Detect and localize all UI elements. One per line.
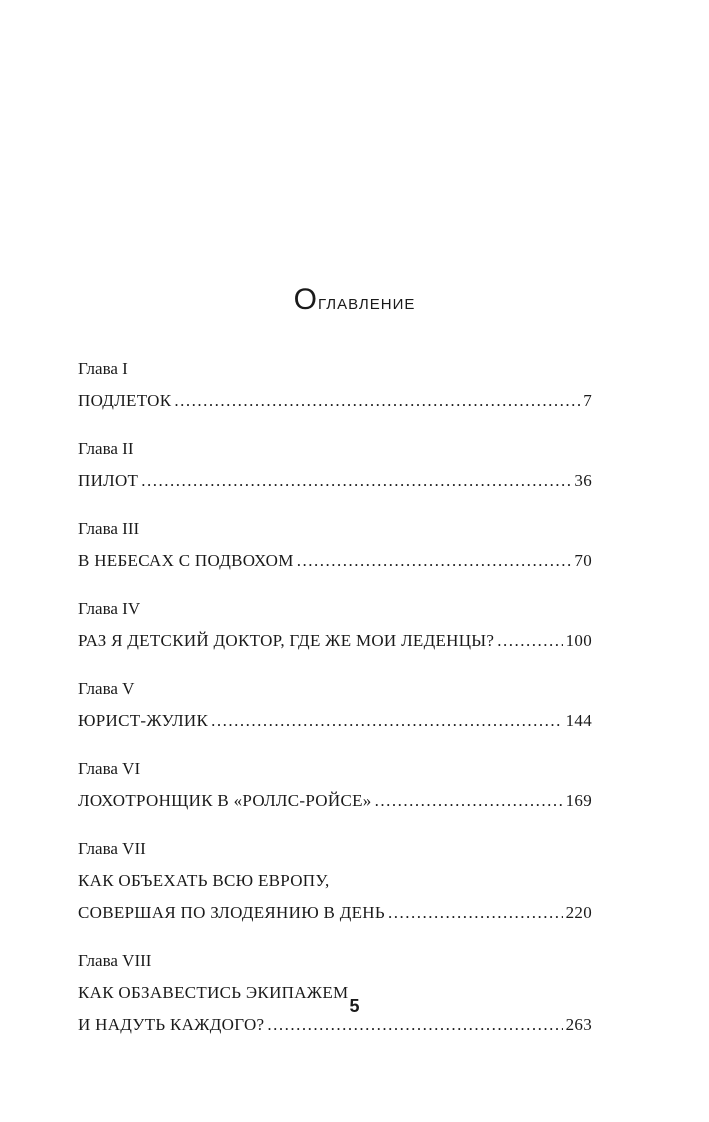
chapter-page: 169 (565, 791, 592, 810)
chapter-title: ЛОХОТРОНЩИК В «РОЛЛС-РОЙСЕ» (78, 791, 372, 810)
page-title-rest: главление (317, 289, 416, 314)
chapter-page: 263 (565, 1015, 592, 1034)
page-title-initial: О (293, 283, 318, 316)
chapter-page: 36 (574, 471, 592, 490)
chapter-title: РАЗ Я ДЕТСКИЙ ДОКТОР, ГДЕ ЖЕ МОИ ЛЕДЕНЦЫ? (78, 631, 495, 650)
dot-leader (388, 900, 563, 926)
chapter-title-line[interactable] (78, 388, 592, 414)
page-title (0, 283, 709, 317)
chapter-label: Глава I (78, 359, 128, 378)
dot-leader (297, 548, 572, 574)
chapter-title: И НАДУТЬ КАЖДОГО? (78, 1015, 265, 1034)
chapter-page: 70 (574, 551, 592, 570)
table-of-contents (78, 356, 592, 1060)
chapter-label: Глава VII (78, 839, 146, 858)
chapter-page: 7 (583, 391, 592, 410)
chapter-page: 220 (565, 903, 592, 922)
chapter-label: Глава II (78, 439, 134, 458)
chapter-title-line[interactable] (78, 548, 592, 574)
chapter-title: ЮРИСТ-ЖУЛИК (78, 711, 209, 730)
chapter-title-line[interactable] (78, 788, 592, 814)
chapter-label: Глава VI (78, 759, 141, 778)
toc-entry (78, 756, 592, 814)
dot-leader (174, 388, 580, 414)
chapter-label: Глава VIII (78, 951, 152, 970)
chapter-title-line[interactable] (78, 468, 592, 494)
toc-entry (78, 596, 592, 654)
page-number: 5 (349, 996, 360, 1016)
chapter-page: 144 (565, 711, 592, 730)
chapter-label: Глава III (78, 519, 140, 538)
toc-entry (78, 436, 592, 494)
chapter-title-line[interactable] (78, 868, 592, 894)
chapter-title: КАК ОБЗАВЕСТИСЬ ЭКИПАЖЕМ (78, 983, 349, 1002)
chapter-label: Глава V (78, 679, 135, 698)
chapter-title: ПИЛОТ (78, 471, 139, 490)
dot-leader (141, 468, 571, 494)
dot-leader (375, 788, 563, 814)
chapter-title-line[interactable] (78, 708, 592, 734)
toc-entry (78, 356, 592, 414)
toc-entry (78, 676, 592, 734)
chapter-page: 100 (565, 631, 592, 650)
toc-entry (78, 948, 592, 1038)
chapter-title-line[interactable] (78, 900, 592, 926)
dot-leader (211, 708, 562, 734)
dot-leader (497, 628, 562, 654)
chapter-label: Глава IV (78, 599, 141, 618)
chapter-title: ПОДЛЕТОК (78, 391, 172, 410)
chapter-title: СОВЕРШАЯ ПО ЗЛОДЕЯНИЮ В ДЕНЬ (78, 903, 385, 922)
toc-entry (78, 836, 592, 926)
chapter-title: В НЕБЕСАХ С ПОДВОХОМ (78, 551, 294, 570)
toc-entry (78, 516, 592, 574)
chapter-title: КАК ОБЪЕХАТЬ ВСЮ ЕВРОПУ, (78, 871, 330, 890)
chapter-title-line[interactable] (78, 628, 592, 654)
